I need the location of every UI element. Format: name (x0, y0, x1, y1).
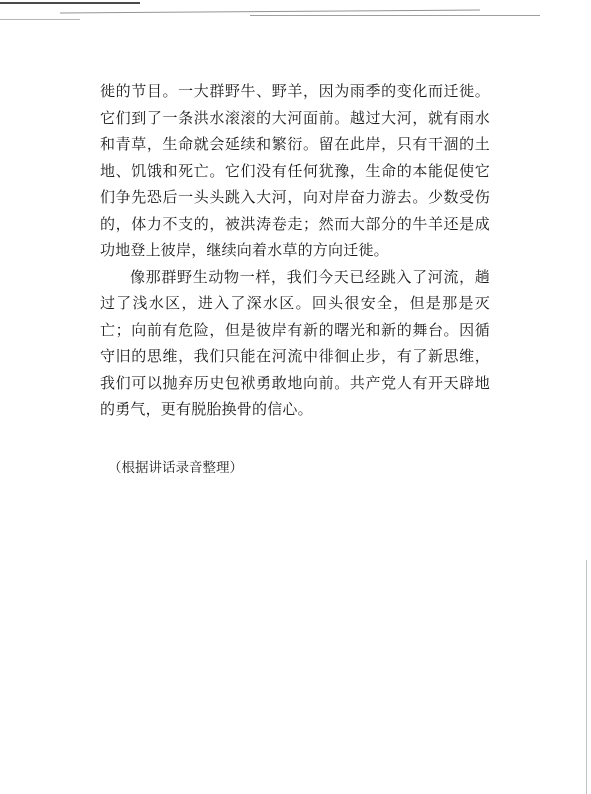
document-body (100, 78, 490, 423)
scan-artifact-line (0, 19, 80, 20)
source-note: （根据讲话录音整理） (108, 460, 243, 476)
scan-top-edge (0, 0, 591, 22)
scan-artifact-line (60, 10, 480, 14)
scan-artifact-line (0, 2, 140, 4)
paragraph-2: 像那群野生动物一样，我们今天已经跳入了河流，趟过了浅水区，进入了深水区。回头很安全，但是那是灭亡；向前有危险，但是彼岸有新的曙光和新的舞台。因循守旧的思维，我们只能在河流中徘徊止步，有了新思维，我们可以抛弃历史包袱勇敢地向前。共产党人有开天辟地的勇气，更有脱胎换骨的信心。 (100, 267, 490, 418)
paragraph-1: 徙的节目。一大群野牛、野羊，因为雨季的变化而迁徙。它们到了一条洪水滚滚的大河面前。越过大河，就有雨水和青草，生命就会延续和繁衍。留在此岸，只有干涸的土地、饥饿和死亡。它们没有任何犹豫，生命的本能促使它们争先恐后一头头跳入大河，向对岸奋力游去。少数受伤的，体力不支的，被洪涛卷走；然而大部分的牛羊还是成功地登上彼岸，继续向着水草的方向迁徙。 (100, 82, 490, 259)
scan-artifact-line (250, 15, 540, 16)
scan-right-edge (586, 560, 587, 794)
